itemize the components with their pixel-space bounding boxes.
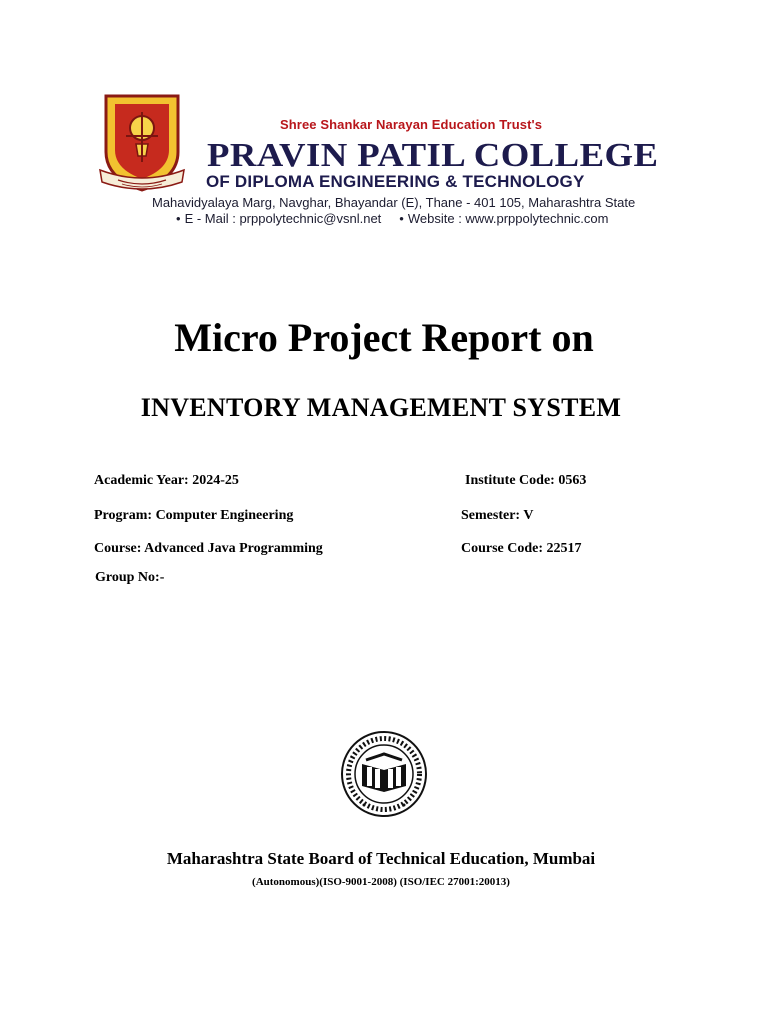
college-header: [0, 0, 768, 240]
bullet-icon: •: [399, 211, 404, 226]
college-name: PRAVIN PATIL COLLEGE: [207, 137, 659, 174]
institute-code: [465, 472, 586, 490]
college-website: Website : www.prppolytechnic.com: [407, 211, 609, 226]
report-title: Micro Project Report on: [174, 315, 594, 360]
board-name: Maharashtra State Board of Technical Education, Mumbai: [166, 849, 596, 868]
program-label: Program:: [94, 508, 153, 523]
course-code: [461, 540, 582, 558]
group-no: [95, 569, 164, 587]
institute-code-value: 0563: [558, 473, 587, 488]
project-title: INVENTORY MANAGEMENT SYSTEM: [140, 393, 622, 422]
program: [94, 507, 293, 525]
academic-year-value: 2024-25: [192, 473, 239, 488]
college-contacts: [176, 211, 608, 226]
course-value: Advanced Java Programming: [144, 541, 323, 556]
group-no-label: Group No:-: [95, 570, 165, 585]
college-subtitle: OF DIPLOMA ENGINEERING & TECHNOLOGY: [206, 172, 585, 191]
program-value: Computer Engineering: [155, 508, 294, 523]
college-email: E - Mail : prppolytechnic@vsnl.net: [184, 211, 382, 226]
academic-year-label: Academic Year:: [94, 473, 189, 488]
academic-year: [94, 472, 239, 490]
semester-label: Semester:: [461, 508, 521, 523]
board-certification: (Autonomous)(ISO-9001-2008) (ISO/IEC 27001:20013): [252, 876, 510, 888]
college-address: Mahavidyalaya Marg, Navghar, Bhayandar (E), Thane - 401 105, Maharashtra State: [152, 195, 636, 210]
course: [94, 540, 323, 558]
msbte-emblem-icon: [336, 730, 432, 818]
college-crest-icon: [96, 90, 188, 194]
institute-code-label: Institute Code:: [465, 473, 555, 488]
course-code-value: 22517: [546, 541, 582, 556]
course-code-label: Course Code:: [461, 541, 544, 556]
semester: [461, 507, 533, 525]
semester-value: V: [523, 508, 534, 523]
bullet-icon: •: [176, 211, 181, 226]
course-label: Course:: [94, 541, 142, 556]
trust-name: Shree Shankar Narayan Education Trust's: [280, 117, 543, 132]
